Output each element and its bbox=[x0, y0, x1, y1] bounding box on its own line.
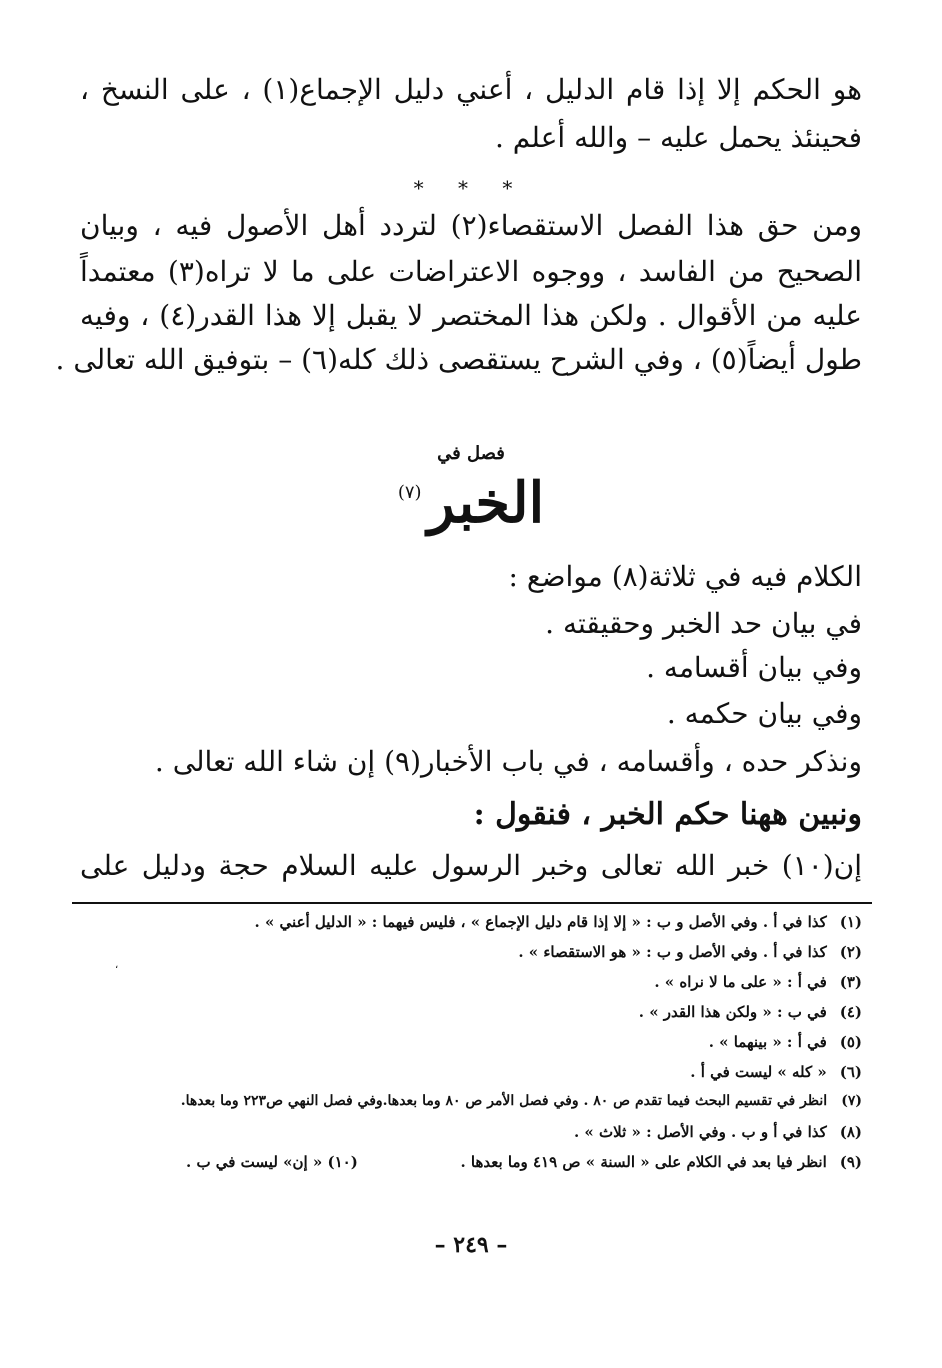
footnote-number: (٦) bbox=[839, 1063, 862, 1081]
chapter-body-line: ونذكر حده ، وأقسامه ، في باب الأخبار(٩) إن شاء الله تعالى . bbox=[154, 745, 862, 778]
footnote-text: في أ : « على ما لا نراه » . bbox=[654, 973, 827, 991]
footnote-number: (٧) bbox=[841, 1093, 862, 1109]
stray-mark: ، bbox=[115, 960, 119, 971]
footnote bbox=[654, 973, 862, 991]
footnote bbox=[255, 913, 863, 931]
footnote-number: (٨) bbox=[839, 1123, 862, 1141]
paragraph-line: هو الحكم إلا إذا قام الدليل ، أعني دليل الإجماع(١) ، على النسخ ، bbox=[80, 73, 862, 106]
paragraph-line: ومن حق هذا الفصل الاستقصاء(٢) لتردد أهل الأصول فيه ، وبيان bbox=[80, 209, 862, 242]
paragraph-line: الصحيح من الفاسد ، ووجوه الاعتراضات على ما لا تراه(٣) معتمداً bbox=[80, 255, 862, 288]
chapter-title bbox=[0, 470, 942, 536]
bold-statement: ونبين ههنا حكم الخبر ، فنقول : bbox=[473, 797, 862, 832]
paragraph-line: فحينئذ يحمل عليه – والله أعلم . bbox=[494, 121, 862, 154]
footnote bbox=[518, 943, 862, 961]
section-separator: * * * bbox=[413, 176, 527, 200]
paragraph-line: إن(١٠) خبر الله تعالى وخبر الرسول عليه السلام حجة ودليل على bbox=[80, 849, 862, 882]
footnote-number: (١) bbox=[839, 913, 862, 931]
footnote-text: كذا في أ . وفي الأصل و ب : « إلا إذا قام دليل الإجماع » ، فليس فيهما : « الدليل أعني » . bbox=[254, 913, 827, 931]
footnote bbox=[460, 1153, 862, 1171]
footnote-text: انظر فيا بعد في الكلام على « السنة » ص ٤١٩ وما بعدها . bbox=[460, 1153, 827, 1171]
page-number: – ٢٤٩ – bbox=[434, 1232, 508, 1258]
footnote-number: (٣) bbox=[839, 973, 862, 991]
footnote-number: (٩) bbox=[839, 1153, 862, 1171]
chapter-title-footnote-ref: (٧) bbox=[397, 482, 422, 503]
footnote bbox=[181, 1093, 862, 1109]
chapter-label: فصل في bbox=[437, 443, 505, 464]
footnote-number: (٢) bbox=[839, 943, 862, 961]
footnote: (١٠) « إن» ليست في ب . bbox=[186, 1153, 358, 1171]
paragraph-line: عليه من الأقوال . ولكن هذا المختصر لا يقبل إلا هذا القدر(٤) ، وفيه bbox=[80, 299, 862, 332]
footnote-divider bbox=[72, 902, 872, 904]
footnote bbox=[574, 1123, 862, 1141]
footnote-text: انظر في تقسيم البحث فيما تقدم ص ٨٠ . وفي فصل الأمر ص ٨٠ وما بعدها.وفي فصل النهي ص٢٢٣ وما بعدها. bbox=[180, 1093, 828, 1109]
chapter-body-line: في بيان حد الخبر وحقيقته . bbox=[545, 607, 862, 640]
footnote-number: (٤) bbox=[839, 1003, 862, 1021]
footnote-text: في ب : « ولكن هذا القدر » . bbox=[638, 1003, 827, 1021]
footnote bbox=[690, 1063, 862, 1081]
footnote-number: (٥) bbox=[839, 1033, 862, 1051]
footnote-text: كذا في أ . وفي الأصل و ب : « هو الاستقصاء » . bbox=[518, 943, 827, 961]
paragraph-line: طول أيضاً(٥) ، وفي الشرح يستقصى ذلك كله(٦) – بتوفيق الله تعالى . bbox=[55, 343, 862, 376]
footnote-text: « كله » ليست في أ . bbox=[690, 1063, 827, 1081]
chapter-body-line: وفي بيان حكمه . bbox=[666, 697, 862, 730]
chapter-body-line: وفي بيان أقسامه . bbox=[646, 651, 862, 684]
footnote bbox=[709, 1033, 862, 1051]
chapter-title-text: الخبر bbox=[427, 470, 545, 536]
footnote-text: في أ : « بينهما » . bbox=[708, 1033, 827, 1051]
chapter-body-line: الكلام فيه في ثلاثة(٨) مواضع : bbox=[508, 560, 862, 593]
footnote bbox=[639, 1003, 862, 1021]
footnote-text: كذا في أ و ب . وفي الأصل : « ثلاث » . bbox=[573, 1123, 827, 1141]
